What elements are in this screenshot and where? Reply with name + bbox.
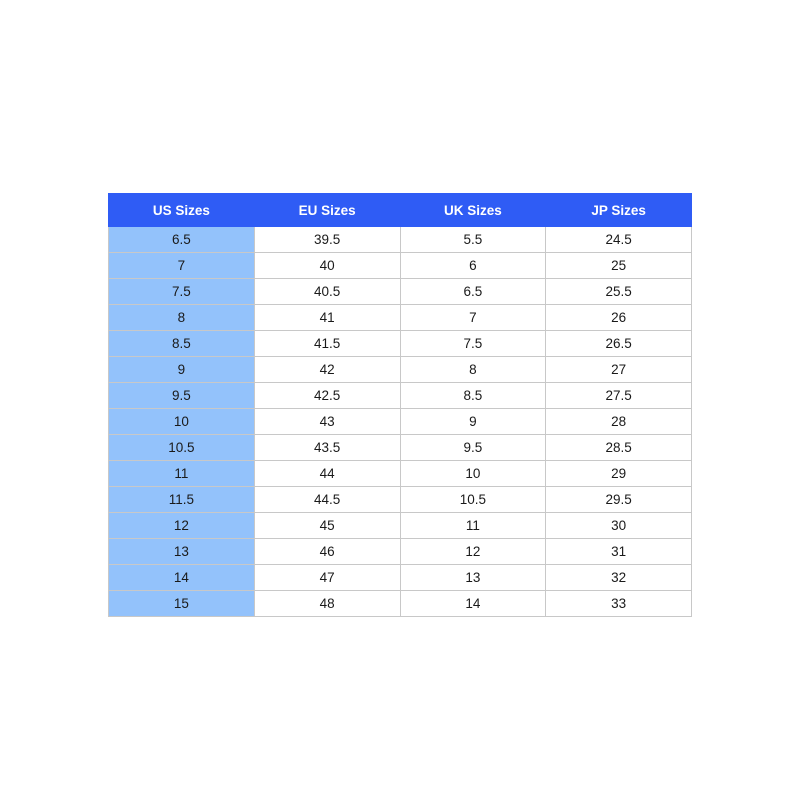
cell-us-size: 15 — [109, 591, 255, 617]
shoe-size-conversion-table — [108, 193, 692, 617]
cell-jp-size: 27.5 — [546, 383, 692, 409]
cell-us-size: 10 — [109, 409, 255, 435]
cell-eu-size: 44 — [254, 461, 400, 487]
cell-eu-size: 45 — [254, 513, 400, 539]
cell-jp-size: 24.5 — [546, 227, 692, 253]
table-row — [109, 591, 692, 617]
cell-uk-size: 9 — [400, 409, 546, 435]
cell-uk-size: 13 — [400, 565, 546, 591]
table-row — [109, 487, 692, 513]
cell-eu-size: 43.5 — [254, 435, 400, 461]
cell-uk-size: 8.5 — [400, 383, 546, 409]
cell-uk-size: 9.5 — [400, 435, 546, 461]
table-row — [109, 279, 692, 305]
cell-jp-size: 32 — [546, 565, 692, 591]
cell-jp-size: 25.5 — [546, 279, 692, 305]
cell-jp-size: 27 — [546, 357, 692, 383]
cell-uk-size: 7 — [400, 305, 546, 331]
cell-us-size: 9 — [109, 357, 255, 383]
cell-uk-size: 6.5 — [400, 279, 546, 305]
cell-us-size: 9.5 — [109, 383, 255, 409]
table-row — [109, 565, 692, 591]
cell-eu-size: 47 — [254, 565, 400, 591]
column-header-jp-sizes: JP Sizes — [546, 194, 692, 227]
cell-us-size: 11.5 — [109, 487, 255, 513]
cell-eu-size: 41 — [254, 305, 400, 331]
cell-uk-size: 10.5 — [400, 487, 546, 513]
table-row — [109, 435, 692, 461]
cell-us-size: 11 — [109, 461, 255, 487]
cell-jp-size: 28 — [546, 409, 692, 435]
cell-eu-size: 40.5 — [254, 279, 400, 305]
table-row — [109, 513, 692, 539]
cell-us-size: 10.5 — [109, 435, 255, 461]
cell-us-size: 7.5 — [109, 279, 255, 305]
cell-eu-size: 48 — [254, 591, 400, 617]
cell-us-size: 8 — [109, 305, 255, 331]
table-body — [109, 227, 692, 617]
cell-uk-size: 12 — [400, 539, 546, 565]
cell-uk-size: 14 — [400, 591, 546, 617]
cell-eu-size: 46 — [254, 539, 400, 565]
cell-eu-size: 42.5 — [254, 383, 400, 409]
table-row — [109, 227, 692, 253]
cell-uk-size: 11 — [400, 513, 546, 539]
cell-jp-size: 28.5 — [546, 435, 692, 461]
cell-eu-size: 43 — [254, 409, 400, 435]
cell-jp-size: 25 — [546, 253, 692, 279]
column-header-us-sizes: US Sizes — [109, 194, 255, 227]
column-header-uk-sizes: UK Sizes — [400, 194, 546, 227]
cell-us-size: 14 — [109, 565, 255, 591]
cell-us-size: 7 — [109, 253, 255, 279]
table-header-row — [109, 194, 692, 227]
cell-eu-size: 41.5 — [254, 331, 400, 357]
table-row — [109, 253, 692, 279]
cell-uk-size: 8 — [400, 357, 546, 383]
cell-jp-size: 26 — [546, 305, 692, 331]
table-row — [109, 461, 692, 487]
table-header — [109, 194, 692, 227]
cell-jp-size: 31 — [546, 539, 692, 565]
cell-us-size: 12 — [109, 513, 255, 539]
table-row — [109, 383, 692, 409]
cell-eu-size: 44.5 — [254, 487, 400, 513]
cell-uk-size: 5.5 — [400, 227, 546, 253]
table-row — [109, 539, 692, 565]
table-row — [109, 357, 692, 383]
cell-eu-size: 39.5 — [254, 227, 400, 253]
cell-jp-size: 26.5 — [546, 331, 692, 357]
cell-jp-size: 33 — [546, 591, 692, 617]
cell-uk-size: 6 — [400, 253, 546, 279]
size-chart-container — [108, 193, 692, 617]
cell-jp-size: 29.5 — [546, 487, 692, 513]
cell-us-size: 8.5 — [109, 331, 255, 357]
cell-jp-size: 29 — [546, 461, 692, 487]
cell-jp-size: 30 — [546, 513, 692, 539]
table-row — [109, 305, 692, 331]
table-row — [109, 409, 692, 435]
cell-eu-size: 40 — [254, 253, 400, 279]
cell-us-size: 13 — [109, 539, 255, 565]
cell-eu-size: 42 — [254, 357, 400, 383]
cell-uk-size: 10 — [400, 461, 546, 487]
cell-uk-size: 7.5 — [400, 331, 546, 357]
cell-us-size: 6.5 — [109, 227, 255, 253]
column-header-eu-sizes: EU Sizes — [254, 194, 400, 227]
table-row — [109, 331, 692, 357]
